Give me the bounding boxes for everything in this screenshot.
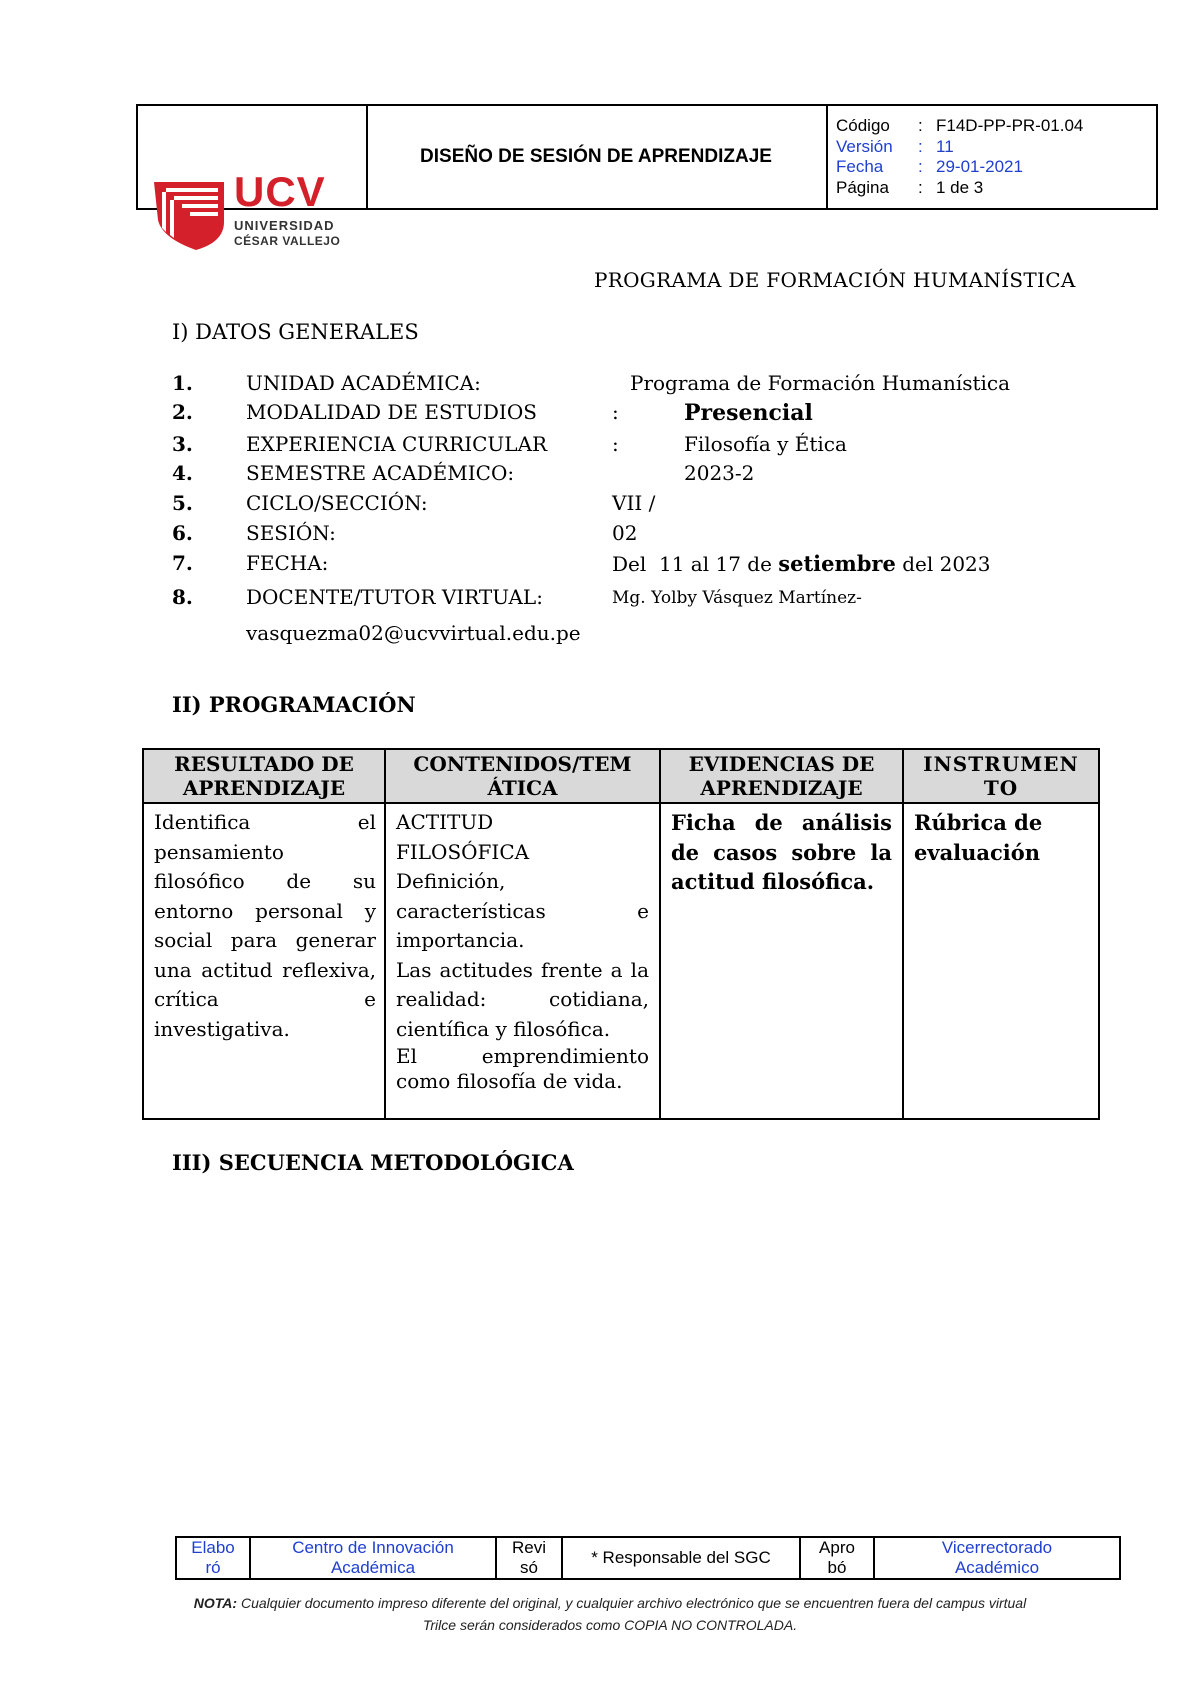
meta-pagina: Página : 1 de 3: [836, 177, 984, 197]
header-instrumento: INSTRUMEN TO: [903, 749, 1099, 803]
elaboro-label: Elabo ró: [176, 1537, 250, 1579]
table-row: [176, 1537, 1120, 1579]
ucv-logo: UCV UNIVERSIDAD CÉSAR VALLEJO: [152, 172, 358, 250]
programacion-table: [142, 748, 1100, 1120]
footer-approval-table: [175, 1536, 1121, 1580]
section-programacion: II) PROGRAMACIÓN: [172, 692, 416, 717]
section-secuencia: III) SECUENCIA METODOLÓGICA: [172, 1150, 574, 1175]
meta-fecha: Fecha : 29-01-2021: [836, 157, 1023, 176]
meta-codigo: Código : F14D-PP-PR-01.04: [836, 116, 1084, 135]
program-title: PROGRAMA DE FORMACIÓN HUMANÍSTICA: [594, 268, 1076, 292]
elaboro-value: Centro de Innovación Académica: [250, 1537, 496, 1579]
meta-version: Versión : 11: [836, 136, 954, 156]
table-header-row: [143, 749, 1099, 803]
header-resultado: RESULTADO DE APRENDIZAJE: [143, 749, 385, 803]
document-title: DISEÑO DE SESIÓN DE APRENDIZAJE: [420, 146, 772, 167]
header-divider: [826, 106, 828, 208]
cell-evidencias: Ficha de análisis de casos sobre la actitud filosófica.: [660, 803, 903, 1119]
cell-contenidos: ACTITUD FILOSÓFICA Definición, características e importancia. Las actitudes frente a la realidad: cotidiana, científica y filosófica. El emprendimiento como filosofía de vida.: [385, 803, 660, 1119]
cell-resultado: Identifica el pensamiento filosófico de su entorno personal y social para generar una actitud reflexiva, crítica e investigativa.: [143, 803, 385, 1119]
footer-note: NOTA: Cualquier documento impreso diferente del original, y cualquier archivo electrónico que se encuentren fuera del campus virtual Trilce serán considerados como COPIA NO CONTROLADA.: [193, 1595, 1027, 1633]
aprobo-value: Vicerrectorado Académico: [874, 1537, 1120, 1579]
header-contenidos: CONTENIDOS/TEM ÁTICA: [385, 749, 660, 803]
reviso-label: Revi só: [496, 1537, 562, 1579]
header-evidencias: EVIDENCIAS DE APRENDIZAJE: [660, 749, 903, 803]
table-row: [143, 803, 1099, 1119]
reviso-value: * Responsable del SGC: [562, 1537, 800, 1579]
aprobo-label: Apro bó: [800, 1537, 874, 1579]
cell-instrumento: Rúbrica de evaluación: [903, 803, 1099, 1119]
section-datos-generales: I) DATOS GENERALES: [172, 320, 419, 344]
document-meta: [836, 116, 1083, 198]
